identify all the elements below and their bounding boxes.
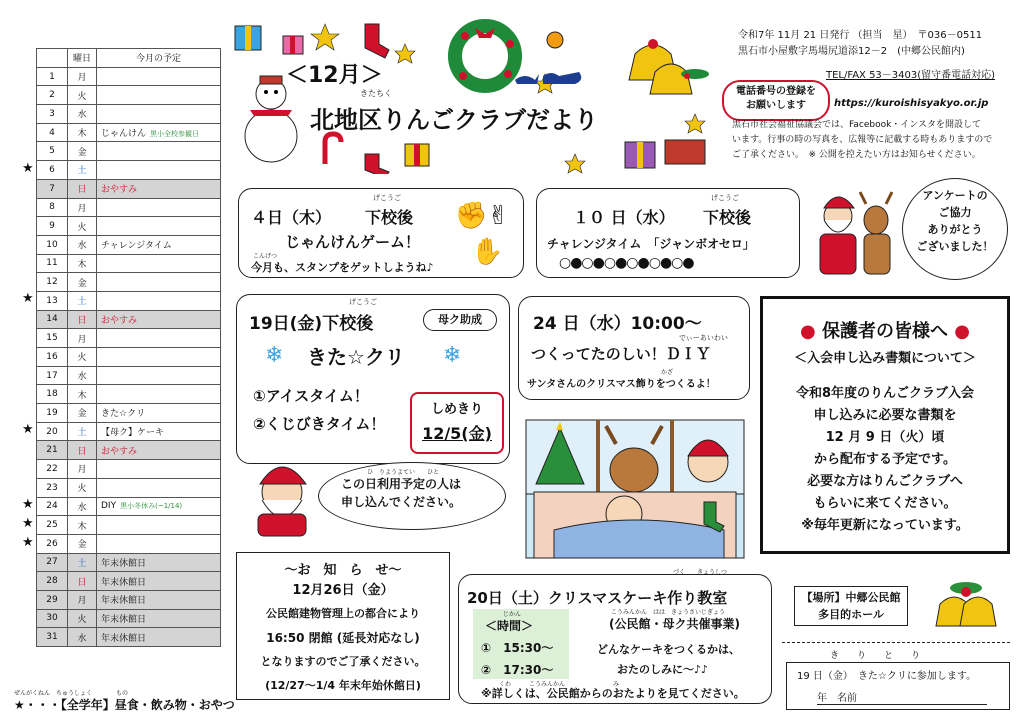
parents-line: から配布する予定です。 bbox=[814, 452, 956, 467]
cut-line bbox=[782, 642, 1010, 643]
calendar-plan bbox=[97, 123, 221, 142]
calendar-date: 17 bbox=[37, 366, 68, 385]
calendar-weekday: 月 bbox=[68, 590, 97, 609]
issue-line: 令和7年 11月 21 日発行 （担当 星） 〒036－0511 bbox=[738, 30, 983, 41]
snowflake-icon: ❄ bbox=[265, 343, 284, 368]
event-19-head: 19日(金)下校後 bbox=[249, 314, 374, 334]
calendar-row bbox=[37, 291, 221, 310]
calendar-row bbox=[37, 161, 221, 180]
calendar-date: 13 bbox=[37, 291, 68, 310]
calendar-row bbox=[37, 478, 221, 497]
calendar-plan bbox=[97, 273, 221, 292]
calendar-plan bbox=[97, 534, 221, 553]
calendar-row bbox=[37, 105, 221, 124]
event-4-time: 下校後 bbox=[365, 208, 414, 227]
calendar-plan bbox=[97, 329, 221, 348]
calendar-date: 19 bbox=[37, 404, 68, 423]
time-slot-1: ① 15:30～ bbox=[481, 641, 554, 655]
deadline-box bbox=[410, 392, 504, 454]
parents-line: 令和8年度のりんごクラブ入会 bbox=[795, 386, 975, 401]
event-24-head: 24 日（水）10:00～ bbox=[533, 314, 702, 334]
calendar-plan-text: 【母ク】ケーキ bbox=[101, 428, 165, 439]
calendar-row bbox=[37, 609, 221, 628]
wreath-icon bbox=[455, 26, 515, 86]
parents-subtitle: ＜入会申し込み書類について＞ bbox=[794, 351, 976, 366]
calendar-date: 30 bbox=[37, 609, 68, 628]
calendar-plan bbox=[97, 179, 221, 198]
calendar-plan bbox=[97, 478, 221, 497]
calendar-row bbox=[37, 348, 221, 367]
calendar-date: 24 bbox=[37, 497, 68, 516]
christmas-window-illustration bbox=[524, 418, 746, 560]
calendar-row bbox=[37, 123, 221, 142]
calendar-row bbox=[37, 310, 221, 329]
calendar-weekday: 火 bbox=[68, 478, 97, 497]
calendar-weekday: 金 bbox=[68, 142, 97, 161]
calendar-weekday: 木 bbox=[68, 254, 97, 273]
calendar-date: 21 bbox=[37, 441, 68, 460]
calendar-plan bbox=[97, 67, 221, 86]
parents-line: 12 月 9 日（火）頃 bbox=[825, 430, 945, 445]
christmas-bells-icon bbox=[926, 574, 1006, 644]
calendar-weekday: 土 bbox=[68, 161, 97, 180]
calendar-date: 10 bbox=[37, 235, 68, 254]
calendar-body bbox=[37, 67, 221, 646]
calendar-row bbox=[37, 329, 221, 348]
phone-notice: 電話番号の登録を お願いします bbox=[722, 80, 830, 121]
calendar-plan bbox=[97, 497, 221, 516]
event-20-msg: どんなケーキをつくるかは、 bbox=[597, 643, 740, 656]
calendar-weekday: 土 bbox=[68, 422, 97, 441]
lunch-star-marker: ★ bbox=[22, 497, 34, 513]
chimney-icon bbox=[665, 140, 705, 164]
event-20-note-ruby: くわ こうみんかん み bbox=[499, 681, 620, 688]
event-19-item-1: ①アイスタイム！ bbox=[253, 387, 369, 405]
calendar-weekday: 木 bbox=[68, 516, 97, 535]
holly-icon bbox=[681, 69, 709, 79]
calendar-plan-text: 年末休館日 bbox=[101, 614, 147, 625]
othello-discs: ○●○●○●○●○●○● bbox=[559, 255, 694, 271]
event-24-title: つくってたのしい！ＤＩＹ bbox=[531, 345, 711, 363]
calendar-weekday: 日 bbox=[68, 310, 97, 329]
event-20-org-ruby: こうみんかん はは きょうさいじぎょう bbox=[611, 609, 726, 616]
title-ruby: きたちく bbox=[360, 89, 392, 98]
calendar-date: 1 bbox=[37, 67, 68, 86]
calendar-weekday: 火 bbox=[68, 217, 97, 236]
hand-paper-icon: ✋ bbox=[471, 237, 504, 267]
calendar-row bbox=[37, 460, 221, 479]
deadline-label: しめきり bbox=[430, 402, 483, 417]
calendar-plan bbox=[97, 348, 221, 367]
calendar-row bbox=[37, 86, 221, 105]
calendar-row bbox=[37, 572, 221, 591]
calendar-row bbox=[37, 534, 221, 553]
event-10-title: チャレンジタイム 「ジャンボオセロ」 bbox=[547, 237, 755, 251]
calendar-plan-text: おやすみ bbox=[101, 315, 138, 326]
gift-icon bbox=[235, 26, 261, 50]
candy-cane-icon bbox=[325, 134, 341, 164]
event-19-ruby: げこうご bbox=[349, 298, 377, 306]
calendar-row bbox=[37, 497, 221, 516]
lunch-star-marker: ★ bbox=[22, 160, 34, 176]
calendar-weekday: 火 bbox=[68, 609, 97, 628]
calendar-note: 黒小全校参観日 bbox=[150, 130, 200, 139]
calendar-weekday: 月 bbox=[68, 329, 97, 348]
calendar-weekday: 水 bbox=[68, 235, 97, 254]
calendar-plan bbox=[97, 86, 221, 105]
calendar-plan-text: じゃんけん bbox=[101, 129, 147, 140]
calendar-row bbox=[37, 179, 221, 198]
event-20-ruby: づく きょうしつ bbox=[673, 569, 728, 576]
event-4-date: ４日（木） bbox=[251, 208, 332, 227]
calendar-row bbox=[37, 198, 221, 217]
calendar-row bbox=[37, 67, 221, 86]
calendar-date: 27 bbox=[37, 553, 68, 572]
calendar-row bbox=[37, 366, 221, 385]
calendar-date: 16 bbox=[37, 348, 68, 367]
snowflake-icon: ❄ bbox=[443, 343, 462, 368]
calendar-date: 8 bbox=[37, 198, 68, 217]
calendar-weekday: 月 bbox=[68, 460, 97, 479]
calendar-plan bbox=[97, 291, 221, 310]
lunch-star-marker: ★ bbox=[22, 515, 34, 531]
calendar-weekday: 月 bbox=[68, 67, 97, 86]
calendar-date: 28 bbox=[37, 572, 68, 591]
gift-icon bbox=[405, 144, 429, 166]
event-10-card bbox=[536, 188, 800, 278]
signup-text: この日利用予定の人は 申し込んでください。 bbox=[341, 477, 462, 509]
signup-ruby: ひ りようよてい ひと bbox=[367, 469, 440, 476]
event-20-msg: おたのしみに～♪♪ bbox=[617, 663, 709, 676]
footnote-ruby: ぜんがくねん ちゅうしょく もの bbox=[14, 690, 129, 697]
calendar-plan bbox=[97, 385, 221, 404]
calendar-date: 2 bbox=[37, 86, 68, 105]
calendar-row bbox=[37, 254, 221, 273]
event-20-head: 20日（土）クリスマスケーキ作り教室 bbox=[467, 589, 728, 607]
parents-line: 申し込みに必要な書類を bbox=[813, 408, 957, 423]
calendar-date: 23 bbox=[37, 478, 68, 497]
calendar-date: 15 bbox=[37, 329, 68, 348]
page-title: 北地区りんごクラブだより bbox=[310, 106, 598, 134]
calendar-plan-text: きた☆クリ bbox=[101, 409, 146, 420]
calendar-weekday: 日 bbox=[68, 572, 97, 591]
calendar-weekday: 日 bbox=[68, 441, 97, 460]
calendar-plan bbox=[97, 366, 221, 385]
calendar-weekday: 金 bbox=[68, 404, 97, 423]
calendar-plan bbox=[97, 460, 221, 479]
parents-line: ※毎年更新になっています。 bbox=[801, 518, 969, 533]
calendar-weekday: 火 bbox=[68, 86, 97, 105]
event-4-desc: 今月も、スタンプをゲットしようね♪ bbox=[251, 261, 434, 274]
monthly-calendar bbox=[36, 48, 221, 647]
calendar-row bbox=[37, 441, 221, 460]
calendar-date: 20 bbox=[37, 422, 68, 441]
apple-icon: ● bbox=[800, 321, 816, 342]
parents-line: 必要な方はりんごクラブへ bbox=[807, 474, 963, 489]
notice-title: ～お 知 ら せ～ bbox=[284, 563, 402, 578]
calendar-plan bbox=[97, 142, 221, 161]
calendar-plan bbox=[97, 572, 221, 591]
calendar-plan-text: DIY bbox=[101, 501, 117, 512]
signup-bubble bbox=[318, 462, 506, 530]
santa-reindeer-icon bbox=[812, 186, 902, 286]
notice-date: 12月26日（金） bbox=[292, 583, 394, 598]
calendar-date: 9 bbox=[37, 217, 68, 236]
event-4-desc-ruby: こんげつ bbox=[253, 253, 278, 260]
deadline-date: 12/5(金) bbox=[422, 424, 492, 443]
calendar-weekday: 木 bbox=[68, 123, 97, 142]
calendar-plan bbox=[97, 609, 221, 628]
calendar-date: 31 bbox=[37, 628, 68, 647]
sleigh-icon bbox=[515, 72, 581, 84]
weekday-header: 曜日 bbox=[68, 49, 97, 68]
calendar-row bbox=[37, 422, 221, 441]
calendar-date: 25 bbox=[37, 516, 68, 535]
calendar-weekday: 木 bbox=[68, 385, 97, 404]
calendar-plan-text: 年末休館日 bbox=[101, 633, 147, 644]
calendar-plan bbox=[97, 553, 221, 572]
calendar-weekday: 水 bbox=[68, 366, 97, 385]
event-24-desc-ruby: かざ bbox=[661, 369, 674, 376]
event-4-title: じゃんけんゲーム！ bbox=[285, 233, 421, 251]
calendar-plan bbox=[97, 198, 221, 217]
event-24-card bbox=[518, 296, 750, 400]
parents-line: もらいに来てください。 bbox=[813, 496, 957, 511]
parents-body bbox=[763, 383, 1007, 537]
calendar-row bbox=[37, 142, 221, 161]
calendar-plan-text: 年末休館日 bbox=[101, 558, 147, 569]
calendar-weekday: 月 bbox=[68, 198, 97, 217]
event-10-date: １０ 日（水） bbox=[573, 208, 675, 227]
calendar-row bbox=[37, 273, 221, 292]
calendar-plan bbox=[97, 422, 221, 441]
address-line: 黒石市小屋敷字馬場尻道添12－2 (中郷公民館内) bbox=[738, 46, 965, 57]
calendar-plan bbox=[97, 254, 221, 273]
calendar-row bbox=[37, 628, 221, 647]
calendar-row bbox=[37, 235, 221, 254]
calendar-plan bbox=[97, 628, 221, 647]
calendar-plan bbox=[97, 441, 221, 460]
notice-line: 公民館建物管理上の都合により bbox=[266, 607, 420, 620]
event-20-card bbox=[458, 569, 772, 704]
calendar-footnote: ★・・・【全学年】昼食・飲み物・おやつ bbox=[14, 698, 235, 712]
subsidy-tag: 母ク助成 bbox=[423, 309, 497, 331]
time-slot-2: ② 17:30～ bbox=[481, 663, 554, 677]
calendar-date: 4 bbox=[37, 123, 68, 142]
event-10-time: 下校後 bbox=[703, 208, 752, 227]
calendar-plan bbox=[97, 235, 221, 254]
calendar-date: 26 bbox=[37, 534, 68, 553]
event-24-ruby: でぃーあいわい bbox=[679, 334, 728, 342]
calendar-date: 5 bbox=[37, 142, 68, 161]
santa-icon bbox=[242, 448, 322, 538]
time-panel bbox=[473, 609, 569, 679]
calendar-weekday: 日 bbox=[68, 179, 97, 198]
closing-notice-box bbox=[236, 552, 450, 700]
calendar-row bbox=[37, 590, 221, 609]
calendar-plan bbox=[97, 105, 221, 124]
website-url[interactable]: https://kuroishisyakyo.or.jp bbox=[834, 98, 989, 109]
signup-form-line: 19 日（金） きた☆クリに参加します。 bbox=[797, 671, 977, 682]
apple-icon: ● bbox=[954, 321, 970, 342]
cut-label: き り と り bbox=[830, 651, 921, 661]
calendar-plan bbox=[97, 404, 221, 423]
signup-form-name[interactable]: 年 名前 bbox=[817, 689, 987, 705]
calendar-note: 黒小冬休み(~1/14) bbox=[120, 502, 183, 511]
calendar-weekday: 水 bbox=[68, 497, 97, 516]
signup-form bbox=[786, 662, 1010, 710]
calendar-plan bbox=[97, 161, 221, 180]
calendar-plan-text: 年末休館日 bbox=[101, 596, 147, 607]
calendar-weekday: 金 bbox=[68, 273, 97, 292]
parents-title: 保護者の皆様へ bbox=[822, 321, 948, 342]
place-box: 【場所】中郷公民館 多目的ホール bbox=[794, 586, 908, 626]
calendar-row bbox=[37, 404, 221, 423]
calendar-date: 3 bbox=[37, 105, 68, 124]
event-4-card bbox=[238, 188, 524, 278]
lunch-star-marker: ★ bbox=[22, 291, 34, 307]
calendar-date: 12 bbox=[37, 273, 68, 292]
event-10-ruby: げこうご bbox=[711, 194, 739, 202]
calendar-row bbox=[37, 553, 221, 572]
month-label: ＜12月＞ bbox=[286, 63, 383, 88]
calendar-plan bbox=[97, 217, 221, 236]
calendar-row bbox=[37, 516, 221, 535]
calendar-weekday: 水 bbox=[68, 105, 97, 124]
calendar-weekday: 水 bbox=[68, 628, 97, 647]
parents-notice-box bbox=[760, 296, 1010, 554]
event-19-item-2: ②くじびきタイム！ bbox=[253, 415, 386, 433]
event-20-org: (公民館・母ク共催事業) bbox=[609, 617, 740, 631]
time-label: ＜時間＞ bbox=[485, 619, 534, 633]
date-header bbox=[37, 49, 68, 68]
stocking-icon bbox=[365, 24, 389, 58]
calendar-date: 18 bbox=[37, 385, 68, 404]
calendar-weekday: 土 bbox=[68, 553, 97, 572]
calendar-weekday: 金 bbox=[68, 534, 97, 553]
calendar-row bbox=[37, 217, 221, 236]
sns-info: 黒石市社会福祉協議会では、Facebook・インスタを開設して います。行事の時の写真を、広報等に記載する時もありますので ご了承ください。 ※ 公開を控えたい方はお知らせください。 bbox=[732, 120, 993, 160]
lunch-star-marker: ★ bbox=[22, 534, 34, 550]
event-19-name: きた☆クリ bbox=[307, 345, 405, 369]
calendar-row bbox=[37, 385, 221, 404]
stocking-icon bbox=[365, 154, 389, 174]
bell-icon bbox=[629, 39, 692, 94]
calendar-plan-text: おやすみ bbox=[101, 185, 138, 196]
ornament-icon bbox=[547, 32, 563, 48]
time-ruby: じかん bbox=[503, 611, 522, 618]
event-24-desc: サンタさんのクリスマス飾りをつくるよ！ bbox=[527, 379, 716, 390]
calendar-plan bbox=[97, 516, 221, 535]
tel-line: TEL/FAX 53－3403(留守番電話対応) bbox=[826, 70, 996, 81]
notice-line: となりますのでご了承ください。 bbox=[260, 655, 426, 668]
event-4-ruby: げこうご bbox=[373, 194, 401, 202]
parents-title-row bbox=[763, 317, 1007, 343]
calendar-plan-text: チャレンジタイム bbox=[101, 241, 172, 252]
notice-line: (12/27～1/4 年末年始休館日) bbox=[265, 679, 421, 692]
calendar-plan-text: おやすみ bbox=[101, 446, 138, 457]
hand-rock-scissors-icon: ✊✌ bbox=[455, 201, 510, 231]
calendar-plan-text: 年末休館日 bbox=[101, 577, 147, 588]
calendar-weekday: 火 bbox=[68, 348, 97, 367]
schedule-header: 今月の予定 bbox=[97, 49, 221, 68]
calendar-date: 29 bbox=[37, 590, 68, 609]
calendar-plan bbox=[97, 590, 221, 609]
calendar-date: 7 bbox=[37, 179, 68, 198]
event-20-note: ※詳しくは、公民館からのおたよりを見てください。 bbox=[481, 687, 745, 700]
gift-icon bbox=[625, 142, 655, 168]
calendar-date: 22 bbox=[37, 460, 68, 479]
calendar-date: 14 bbox=[37, 310, 68, 329]
snowman-icon bbox=[236, 74, 306, 174]
gift-icon bbox=[283, 36, 303, 54]
calendar-date: 6 bbox=[37, 161, 68, 180]
calendar-weekday: 土 bbox=[68, 291, 97, 310]
calendar-date: 11 bbox=[37, 254, 68, 273]
notice-line: 16:50 閉館 (延長対応なし) bbox=[266, 631, 420, 645]
calendar-plan bbox=[97, 310, 221, 329]
survey-thanks-bubble: アンケートの ご協力 ありがとう ございました！ bbox=[902, 178, 1008, 280]
lunch-star-marker: ★ bbox=[22, 422, 34, 438]
